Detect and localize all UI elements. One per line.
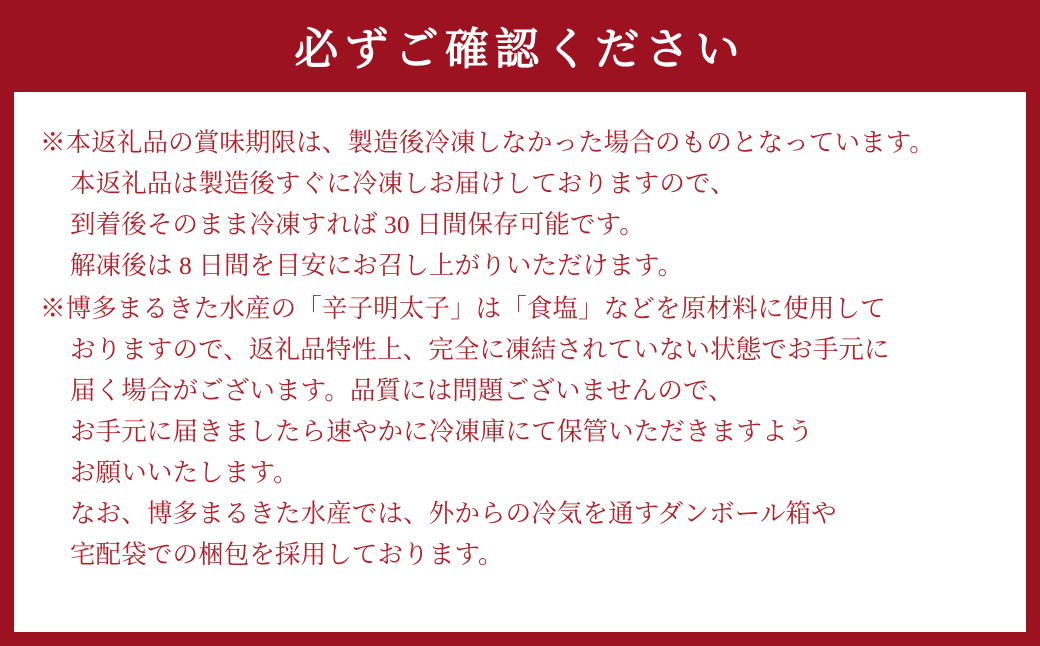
notice-block-packaging bbox=[40, 288, 1000, 575]
notice-line: 解凍後は 8 日間を目安にお召し上がりいただけます。 bbox=[70, 251, 684, 280]
notice-line: 到着後そのまま冷凍すれば 30 日間保存可能です。 bbox=[70, 210, 645, 239]
notice-line: お手元に届きましたら速やかに冷凍庫にて保管いただきますよう bbox=[70, 417, 814, 446]
notice-line: ※本返礼品の賞味期限は、製造後冷凍しなかった場合のものとなっています。 bbox=[40, 128, 935, 157]
notice-block-expiration bbox=[40, 122, 1000, 286]
notice-line: 宅配袋での梱包を採用しております。 bbox=[70, 540, 504, 569]
notice-header bbox=[14, 14, 1026, 92]
page-title: 必ずご確認ください bbox=[294, 25, 746, 74]
notice-line: 本返礼品は製造後すぐに冷凍しお届けしておりますので、 bbox=[70, 169, 736, 198]
notice-line: なお、博多まるきた水産では、外からの冷気を通すダンボール箱や bbox=[70, 499, 837, 528]
notice-line: ※博多まるきた水産の「辛子明太子」は「食塩」などを原材料に使用して bbox=[40, 294, 886, 323]
notice-line: 届く場合がございます。品質には問題ございませんので、 bbox=[70, 376, 734, 405]
notice-line: お願いいたします。 bbox=[70, 458, 299, 487]
notice-line: おりますので、返礼品特性上、完全に凍結されていない状態でお手元に bbox=[70, 335, 890, 364]
notice-body bbox=[14, 92, 1026, 585]
